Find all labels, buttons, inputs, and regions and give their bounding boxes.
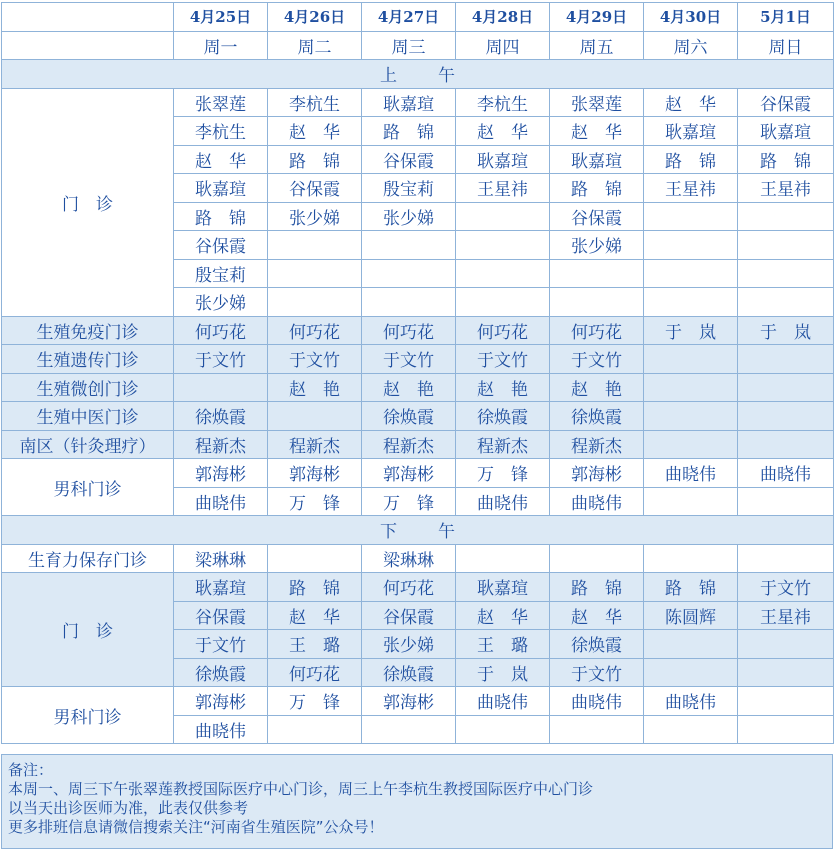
doctor-cell: 万 锋 <box>456 459 550 488</box>
doctor-cell: 李杭生 <box>174 117 268 146</box>
doctor-cell <box>268 231 362 260</box>
doctor-cell: 梁琳琳 <box>362 544 456 573</box>
doctor-cell <box>268 402 362 431</box>
doctor-cell: 路 锦 <box>268 145 362 174</box>
doctor-cell <box>644 231 738 260</box>
doctor-cell: 万 锋 <box>268 687 362 716</box>
doctor-cell: 于文竹 <box>456 345 550 374</box>
section-afternoon: 下 午 <box>2 516 834 545</box>
doctor-cell: 于 岚 <box>456 658 550 687</box>
doctor-cell: 王星祎 <box>456 174 550 203</box>
doctor-cell: 郭海彬 <box>362 459 456 488</box>
doctor-cell: 耿嘉瑄 <box>362 88 456 117</box>
doctor-cell: 何巧花 <box>362 573 456 602</box>
doctor-cell: 路 锦 <box>362 117 456 146</box>
doctor-cell: 殷宝莉 <box>174 259 268 288</box>
doctor-cell: 程新杰 <box>268 430 362 459</box>
doctor-cell: 于 岚 <box>738 316 834 345</box>
date-header: 4月27日 <box>362 3 456 32</box>
doctor-cell <box>644 630 738 659</box>
doctor-cell: 谷保霞 <box>268 174 362 203</box>
doctor-cell: 谷保霞 <box>550 202 644 231</box>
doctor-cell <box>174 373 268 402</box>
doctor-cell: 程新杰 <box>550 430 644 459</box>
weekday-header: 周一 <box>174 31 268 60</box>
doctor-cell: 赵 艳 <box>362 373 456 402</box>
doctor-cell: 耿嘉瑄 <box>738 117 834 146</box>
doctor-cell <box>644 658 738 687</box>
doctor-cell <box>268 715 362 744</box>
doctor-cell <box>362 259 456 288</box>
doctor-cell <box>644 288 738 317</box>
doctor-cell: 王 璐 <box>268 630 362 659</box>
doctor-cell: 徐焕霞 <box>550 402 644 431</box>
weekday-header: 周四 <box>456 31 550 60</box>
doctor-cell: 何巧花 <box>456 316 550 345</box>
doctor-cell: 郭海彬 <box>174 459 268 488</box>
doctor-cell <box>738 345 834 374</box>
doctor-cell: 王 璐 <box>456 630 550 659</box>
doctor-cell: 于文竹 <box>738 573 834 602</box>
date-header: 4月26日 <box>268 3 362 32</box>
doctor-cell: 何巧花 <box>550 316 644 345</box>
doctor-cell: 赵 艳 <box>456 373 550 402</box>
doctor-cell: 何巧花 <box>174 316 268 345</box>
doctor-cell: 郭海彬 <box>550 459 644 488</box>
doctor-cell <box>738 402 834 431</box>
doctor-cell <box>644 373 738 402</box>
doctor-cell <box>644 430 738 459</box>
special-clinic-label: 生殖微创门诊 <box>2 373 174 402</box>
doctor-cell <box>644 259 738 288</box>
doctor-cell: 李杭生 <box>268 88 362 117</box>
doctor-cell: 于文竹 <box>550 345 644 374</box>
doctor-cell <box>738 430 834 459</box>
doctor-cell <box>738 687 834 716</box>
doctor-cell: 赵 华 <box>268 601 362 630</box>
doctor-cell: 耿嘉瑄 <box>644 117 738 146</box>
doctor-cell <box>644 345 738 374</box>
weekday-header: 周二 <box>268 31 362 60</box>
doctor-cell: 曲晓伟 <box>174 487 268 516</box>
doctor-cell: 曲晓伟 <box>456 687 550 716</box>
notes-line: 更多排班信息请微信搜索关注“河南省生殖医院”公众号！ <box>8 818 384 836</box>
doctor-cell <box>362 231 456 260</box>
special-clinic-label: 生殖中医门诊 <box>2 402 174 431</box>
fertility-label: 生育力保存门诊 <box>2 544 174 573</box>
doctor-cell: 赵 华 <box>456 601 550 630</box>
weekday-header: 周五 <box>550 31 644 60</box>
doctor-cell: 谷保霞 <box>174 601 268 630</box>
doctor-cell: 耿嘉瑄 <box>456 145 550 174</box>
doctor-cell <box>738 658 834 687</box>
doctor-cell: 赵 艳 <box>550 373 644 402</box>
doctor-cell: 曲晓伟 <box>644 459 738 488</box>
doctor-cell: 何巧花 <box>362 316 456 345</box>
doctor-cell: 曲晓伟 <box>738 459 834 488</box>
doctor-cell <box>456 288 550 317</box>
doctor-cell <box>738 288 834 317</box>
doctor-cell: 曲晓伟 <box>644 687 738 716</box>
doctor-cell: 万 锋 <box>268 487 362 516</box>
doctor-cell: 赵 华 <box>174 145 268 174</box>
doctor-cell: 张少娣 <box>174 288 268 317</box>
doctor-cell: 赵 华 <box>456 117 550 146</box>
date-header: 4月30日 <box>644 3 738 32</box>
doctor-cell <box>268 544 362 573</box>
doctor-cell <box>738 487 834 516</box>
doctor-cell: 于 岚 <box>644 316 738 345</box>
doctor-cell <box>362 715 456 744</box>
doctor-cell: 郭海彬 <box>268 459 362 488</box>
clinic-label: 门 诊 <box>2 573 174 687</box>
doctor-cell <box>738 259 834 288</box>
doctor-cell <box>738 715 834 744</box>
doctor-cell <box>644 202 738 231</box>
doctor-cell <box>456 259 550 288</box>
clinic-label: 门 诊 <box>2 88 174 316</box>
doctor-cell: 曲晓伟 <box>456 487 550 516</box>
doctor-cell: 谷保霞 <box>362 145 456 174</box>
doctor-cell: 耿嘉瑄 <box>456 573 550 602</box>
doctor-cell: 路 锦 <box>550 573 644 602</box>
doctor-cell <box>738 544 834 573</box>
andrology-label: 男科门诊 <box>2 459 174 516</box>
doctor-cell: 张少娣 <box>362 630 456 659</box>
doctor-cell <box>550 259 644 288</box>
header-corner <box>2 3 174 32</box>
special-clinic-label: 生殖遗传门诊 <box>2 345 174 374</box>
doctor-cell: 谷保霞 <box>738 88 834 117</box>
doctor-cell: 路 锦 <box>268 573 362 602</box>
notes-line: 本周一、周三下午张翠莲教授国际医疗中心门诊，周三上午李杭生教授国际医疗中心门诊 <box>8 780 594 798</box>
doctor-cell <box>738 630 834 659</box>
doctor-cell: 程新杰 <box>456 430 550 459</box>
weekday-header: 周日 <box>738 31 834 60</box>
doctor-cell <box>550 288 644 317</box>
doctor-cell: 程新杰 <box>174 430 268 459</box>
doctor-cell: 于文竹 <box>174 345 268 374</box>
doctor-cell: 张少娣 <box>550 231 644 260</box>
doctor-cell: 于文竹 <box>174 630 268 659</box>
doctor-cell <box>456 202 550 231</box>
section-morning: 上 午 <box>2 60 834 89</box>
doctor-cell: 徐焕霞 <box>362 658 456 687</box>
doctor-cell <box>550 544 644 573</box>
notes-title: 备注： <box>8 761 54 779</box>
doctor-cell <box>268 288 362 317</box>
doctor-cell <box>456 544 550 573</box>
doctor-cell: 何巧花 <box>268 658 362 687</box>
schedule-table <box>1 2 834 744</box>
special-clinic-label: 南区（针灸理疗） <box>2 430 174 459</box>
doctor-cell: 耿嘉瑄 <box>550 145 644 174</box>
doctor-cell: 赵 华 <box>644 88 738 117</box>
doctor-cell <box>550 715 644 744</box>
doctor-cell <box>644 402 738 431</box>
doctor-cell: 赵 华 <box>550 117 644 146</box>
doctor-cell: 徐焕霞 <box>456 402 550 431</box>
doctor-cell <box>738 373 834 402</box>
doctor-cell: 梁琳琳 <box>174 544 268 573</box>
doctor-cell: 于文竹 <box>362 345 456 374</box>
doctor-cell <box>268 259 362 288</box>
doctor-cell: 徐焕霞 <box>174 402 268 431</box>
doctor-cell: 路 锦 <box>550 174 644 203</box>
notes-line: 以当天出诊医师为准，此表仅供参考 <box>8 799 249 817</box>
doctor-cell: 路 锦 <box>644 573 738 602</box>
doctor-cell: 张少娣 <box>268 202 362 231</box>
doctor-cell: 曲晓伟 <box>550 487 644 516</box>
andrology-label: 男科门诊 <box>2 687 174 744</box>
weekday-header: 周三 <box>362 31 456 60</box>
doctor-cell: 李杭生 <box>456 88 550 117</box>
doctor-cell: 张少娣 <box>362 202 456 231</box>
doctor-cell: 耿嘉瑄 <box>174 573 268 602</box>
doctor-cell <box>456 231 550 260</box>
special-clinic-label: 生殖免疫门诊 <box>2 316 174 345</box>
doctor-cell: 赵 华 <box>550 601 644 630</box>
doctor-cell: 张翠莲 <box>174 88 268 117</box>
doctor-cell: 徐焕霞 <box>362 402 456 431</box>
date-header: 5月1日 <box>738 3 834 32</box>
doctor-cell: 何巧花 <box>268 316 362 345</box>
doctor-cell <box>738 202 834 231</box>
doctor-cell: 于文竹 <box>550 658 644 687</box>
notes-box <box>1 754 833 849</box>
doctor-cell: 郭海彬 <box>362 687 456 716</box>
doctor-cell: 陈圆辉 <box>644 601 738 630</box>
doctor-cell: 殷宝莉 <box>362 174 456 203</box>
doctor-cell <box>456 715 550 744</box>
doctor-cell: 路 锦 <box>644 145 738 174</box>
doctor-cell <box>644 715 738 744</box>
doctor-cell: 徐焕霞 <box>174 658 268 687</box>
doctor-cell: 程新杰 <box>362 430 456 459</box>
date-header: 4月29日 <box>550 3 644 32</box>
doctor-cell: 谷保霞 <box>362 601 456 630</box>
doctor-cell: 徐焕霞 <box>550 630 644 659</box>
doctor-cell: 赵 华 <box>268 117 362 146</box>
date-header: 4月28日 <box>456 3 550 32</box>
doctor-cell: 王星祎 <box>738 174 834 203</box>
doctor-cell: 路 锦 <box>174 202 268 231</box>
doctor-cell <box>738 231 834 260</box>
doctor-cell <box>362 288 456 317</box>
doctor-cell: 谷保霞 <box>174 231 268 260</box>
weekday-corner <box>2 31 174 60</box>
doctor-cell <box>644 544 738 573</box>
doctor-cell: 耿嘉瑄 <box>174 174 268 203</box>
doctor-cell: 万 锋 <box>362 487 456 516</box>
doctor-cell: 王星祎 <box>644 174 738 203</box>
weekday-header: 周六 <box>644 31 738 60</box>
doctor-cell: 张翠莲 <box>550 88 644 117</box>
doctor-cell: 于文竹 <box>268 345 362 374</box>
doctor-cell: 赵 艳 <box>268 373 362 402</box>
doctor-cell: 路 锦 <box>738 145 834 174</box>
doctor-cell: 曲晓伟 <box>174 715 268 744</box>
doctor-cell: 王星祎 <box>738 601 834 630</box>
doctor-cell: 郭海彬 <box>174 687 268 716</box>
doctor-cell: 曲晓伟 <box>550 687 644 716</box>
date-header: 4月25日 <box>174 3 268 32</box>
doctor-cell <box>644 487 738 516</box>
